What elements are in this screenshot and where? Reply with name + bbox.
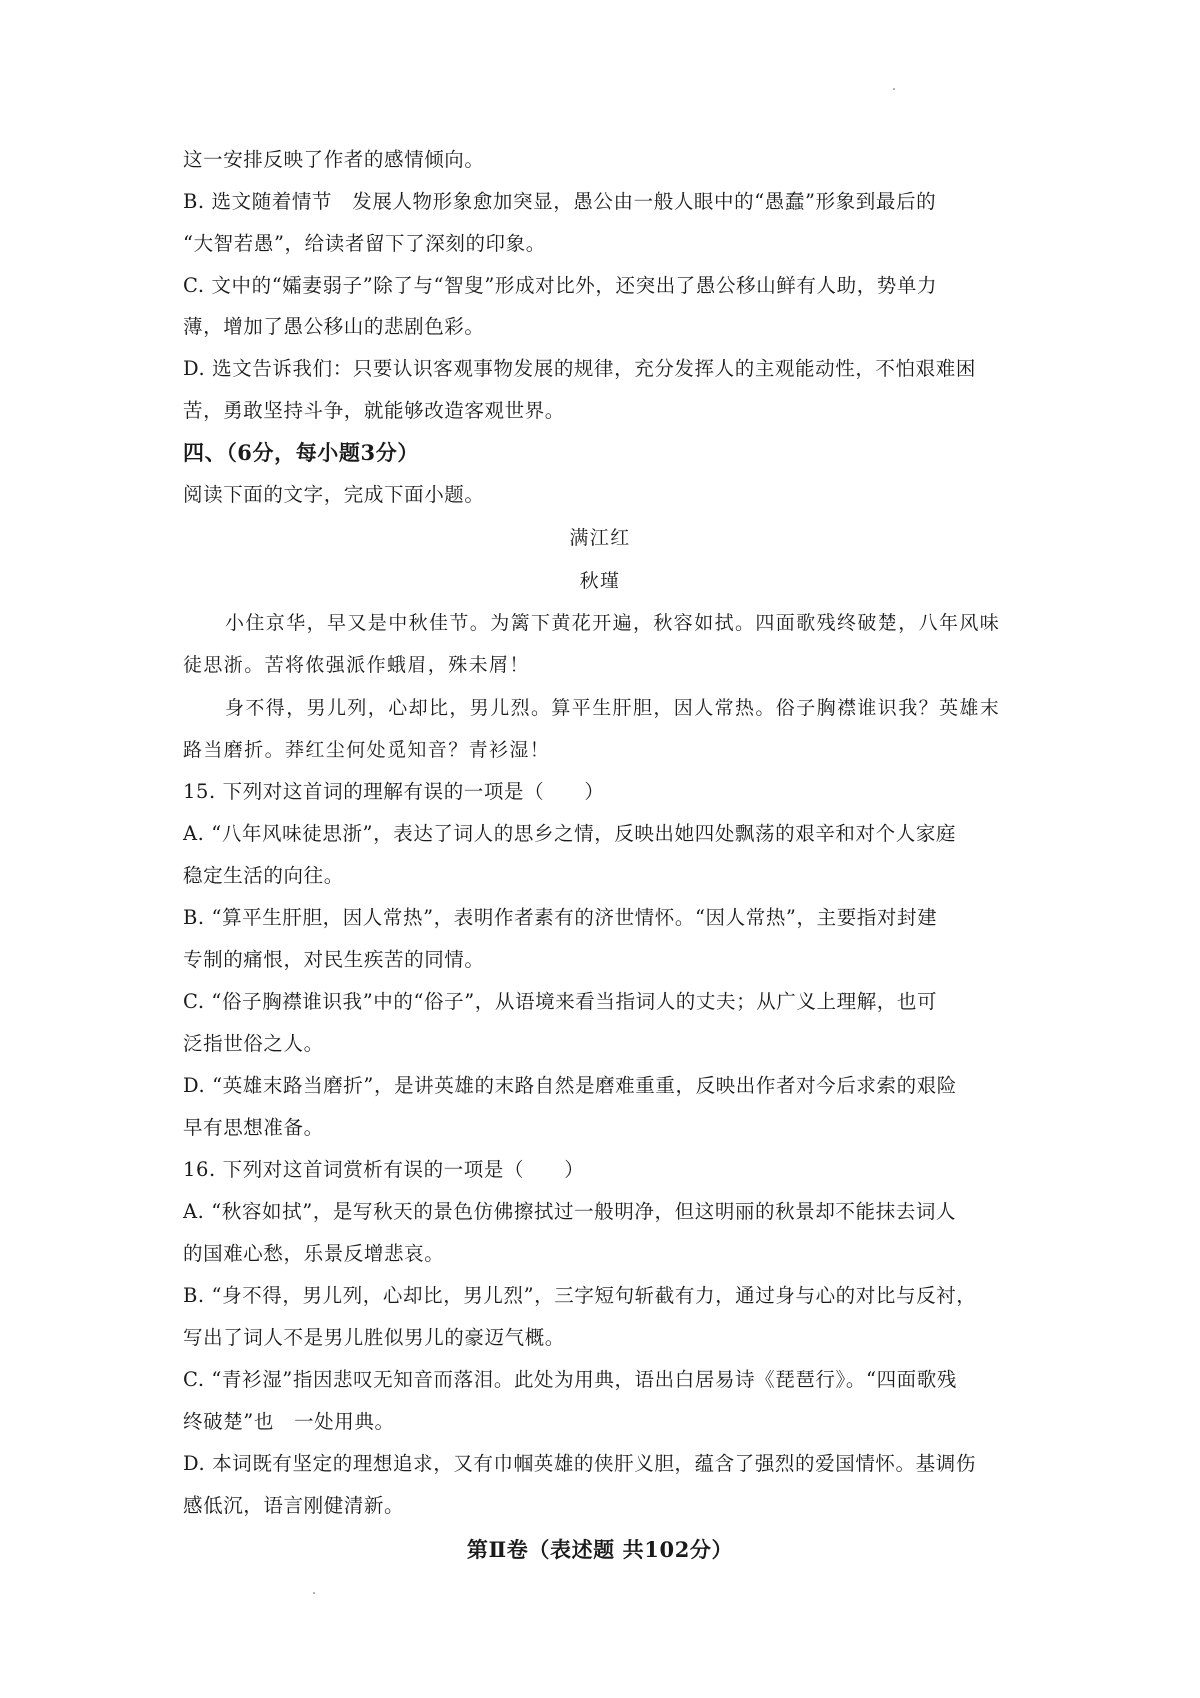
- option-b-line-2: “大智若愚”，给读者留下了深刻的印象。: [183, 232, 546, 255]
- poem-stanza-2-line-1: 身不得，男儿列，心却比，男儿烈。算平生肝胆，因人常热。俗子胸襟谁识我？英雄末: [225, 697, 1001, 719]
- section-4-heading: 四、（6分，每小题3分）: [183, 440, 419, 465]
- poem-title: 满江红: [569, 527, 631, 549]
- q16-option-a-line-2: 的国难心愁，乐景反增悲哀。: [183, 1242, 445, 1265]
- q16-option-b-line-2: 写出了词人不是男儿胜似男儿的豪迈气概。: [183, 1326, 565, 1349]
- q16-option-b-line-1: B. “身不得，男儿列，心却比，男儿烈”，三字短句斩截有力，通过身与心的对比与反衬，: [183, 1284, 977, 1307]
- q15-option-d-line-2: 早有思想准备。: [183, 1116, 324, 1139]
- scan-speck: [313, 1592, 315, 1594]
- q15-option-c-line-2: 泛指世俗之人。: [183, 1032, 324, 1055]
- q15-option-b-line-2: 专制的痛恨，对民生疾苦的同情。: [183, 948, 485, 971]
- q16-option-a-line-1: A. “秋容如拭”，是写秋天的景色仿佛擦拭过一般明净，但这明丽的秋景却不能抹去词人: [183, 1200, 957, 1223]
- q16-option-c-line-1: C. “青衫湿”指因悲叹无知音而落泪。此处为用典，语出白居易诗《琵琶行》。“四面歌残: [183, 1368, 957, 1391]
- poem-author: 秋瑾: [579, 570, 621, 592]
- option-b-line-1: B. 选文随着情节 发展人物形象愈加突显，愚公由一般人眼中的“愚蠢”形象到最后的: [183, 190, 937, 213]
- poem-stanza-1-line-1: 小住京华，早又是中秋佳节。为篱下黄花开遍，秋容如拭。四面歌残终破楚，八年风味: [225, 612, 1001, 634]
- part-2-heading: 第Ⅱ卷（表述题 共102分）: [466, 1537, 734, 1562]
- poem-stanza-2-line-2: 路当磨折。莽红尘何处觅知音？青衫湿！: [183, 739, 551, 761]
- section-4-instruction: 阅读下面的文字，完成下面小题。: [183, 483, 485, 506]
- poem-stanza-1-line-2: 徒思浙。苦将侬强派作蛾眉，殊未屑！: [183, 654, 530, 676]
- question-16-stem: 16. 下列对这首词赏析有误的一项是（ ）: [183, 1158, 585, 1181]
- option-c-line-2: 薄，增加了愚公移山的悲剧色彩。: [183, 315, 485, 338]
- question-15-stem: 15. 下列对这首词的理解有误的一项是（ ）: [183, 780, 605, 803]
- q15-option-d-line-1: D. “英雄末路当磨折”，是讲英雄的末路自然是磨难重重，反映出作者对今后求索的艰险: [183, 1074, 957, 1097]
- q15-option-c-line-1: C. “俗子胸襟谁识我”中的“俗子”，从语境来看当指词人的丈夫；从广义上理解，也可: [183, 990, 938, 1013]
- option-d-line-1: D. 选文告诉我们：只要认识客观事物发展的规律，充分发挥人的主观能动性，不怕艰难困: [183, 357, 976, 380]
- q15-option-a-line-2: 稳定生活的向往。: [183, 864, 344, 887]
- option-c-prev-continuation: 这一安排反映了作者的感情倾向。: [183, 148, 485, 171]
- scan-speck: [893, 88, 895, 90]
- q16-option-d-line-2: 感低沉，语言刚健清新。: [183, 1494, 405, 1517]
- q16-option-d-line-1: D. 本词既有坚定的理想追求，又有巾帼英雄的侠肝义胆，蕴含了强烈的爱国情怀。基调伤: [183, 1452, 976, 1475]
- q15-option-a-line-1: A. “八年风味徒思浙”，表达了词人的思乡之情，反映出她四处飘荡的艰辛和对个人家庭: [183, 822, 957, 845]
- option-c-line-1: C. 文中的“孀妻弱子”除了与“智叟”形成对比外，还突出了愚公移山鲜有人助，势单力: [183, 274, 938, 297]
- q15-option-b-line-1: B. “算平生肝胆，因人常热”，表明作者素有的济世情怀。“因人常热”，主要指对封建: [183, 906, 938, 929]
- q16-option-c-line-2: 终破楚”也 一处用典。: [183, 1410, 395, 1433]
- option-d-line-2: 苦，勇敢坚持斗争，就能够改造客观世界。: [183, 399, 565, 422]
